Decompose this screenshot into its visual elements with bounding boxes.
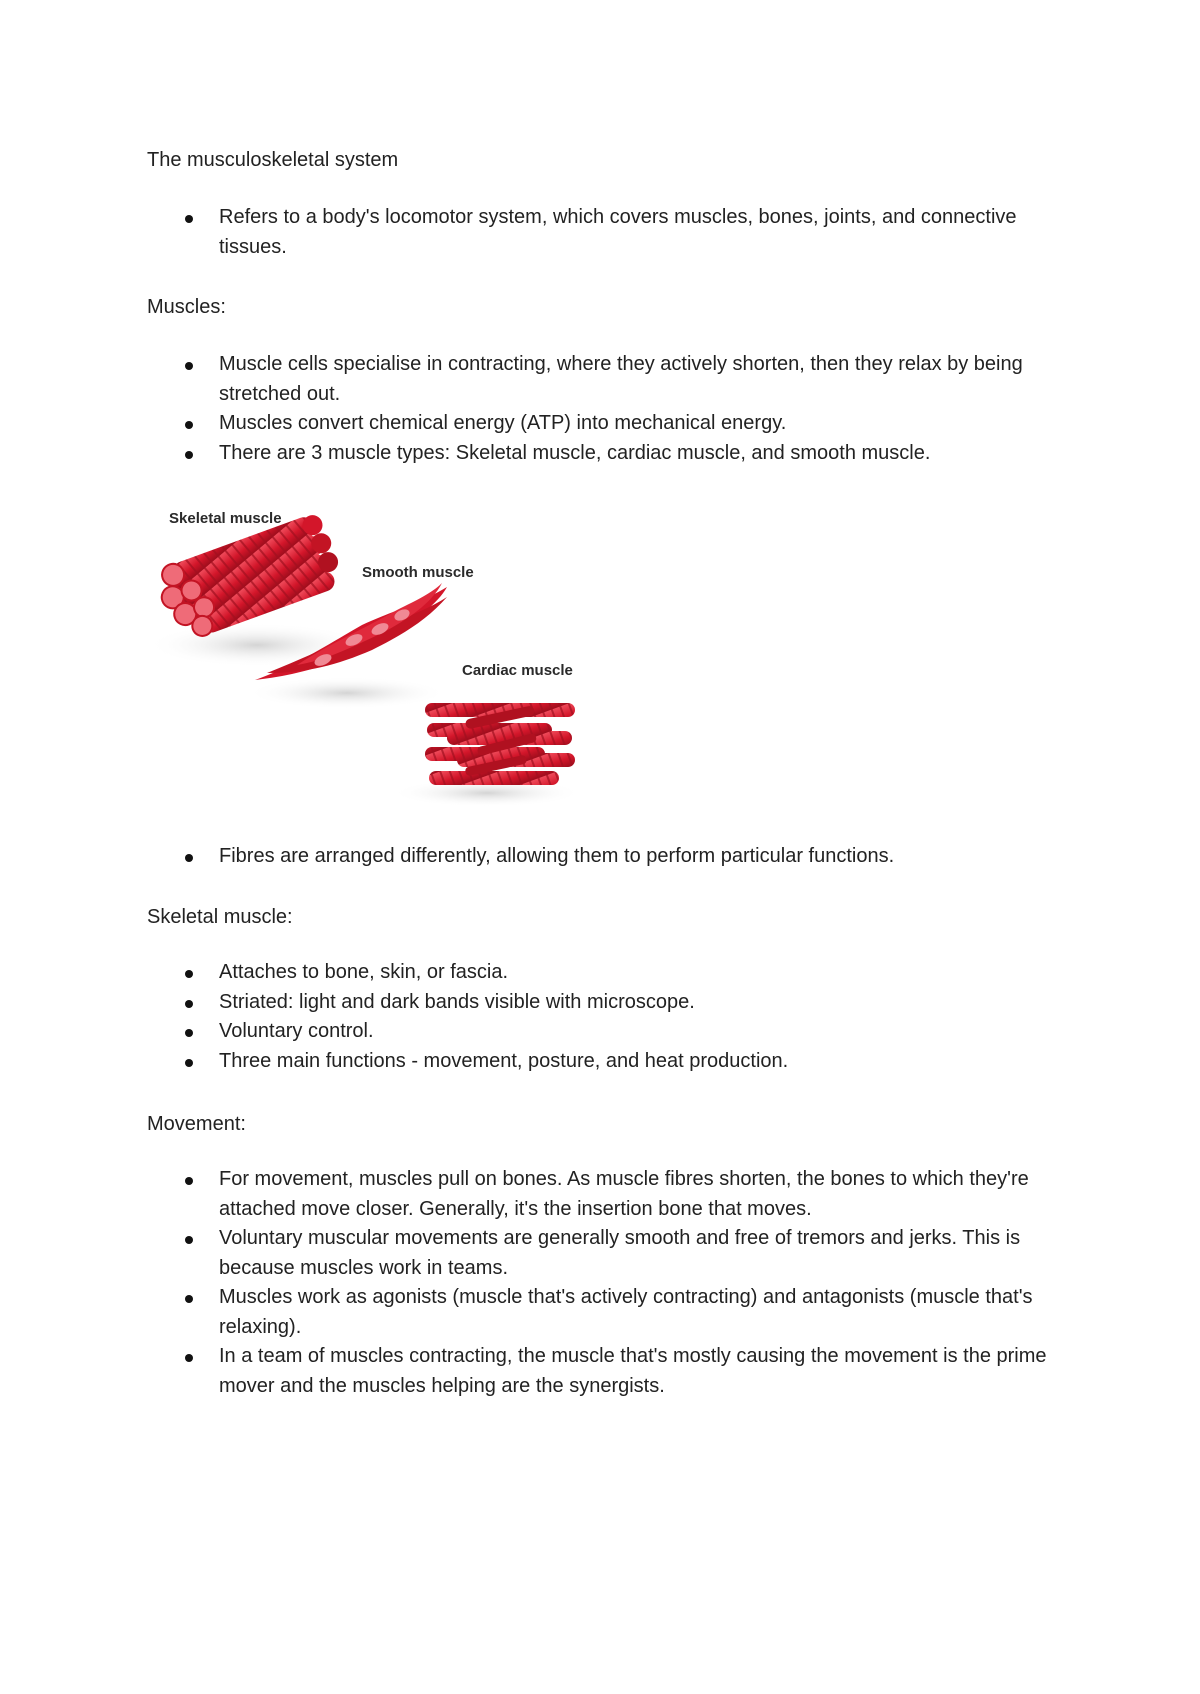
label-cardiac-muscle: Cardiac muscle: [462, 662, 573, 679]
muscle-types-illustration: [147, 495, 607, 815]
list-item: Refers to a body's locomotor system, which covers muscles, bones, joints, and connective tissues.: [147, 203, 1067, 262]
smooth-shadow: [247, 677, 447, 709]
list-item: In a team of muscles contracting, the muscle that's mostly causing the movement is the prime mover and the muscles helping are the synergists.: [147, 1342, 1067, 1401]
list-item: For movement, muscles pull on bones. As muscle fibres shorten, the bones to which they're attached move closer. Generally, it's the insertion bone that moves.: [147, 1165, 1067, 1224]
list-item: Voluntary control.: [147, 1017, 1067, 1047]
muscles-list: [147, 350, 1067, 468]
fibres-list: [147, 842, 1067, 872]
list-item: Fibres are arranged differently, allowing them to perform particular functions.: [147, 842, 1067, 872]
cardiac-muscle-fibres: [425, 703, 575, 785]
label-skeletal-muscle: Skeletal muscle: [169, 510, 282, 527]
list-item: Attaches to bone, skin, or fascia.: [147, 958, 1067, 988]
list-item: Three main functions - movement, posture, and heat production.: [147, 1047, 1067, 1077]
list-item: Striated: light and dark bands visible with microscope.: [147, 988, 1067, 1018]
list-item: Voluntary muscular movements are generally smooth and free of tremors and jerks. This is because muscles work in teams.: [147, 1224, 1067, 1283]
intro-list: [147, 203, 1067, 262]
label-smooth-muscle: Smooth muscle: [362, 564, 474, 581]
skeletal-list: [147, 958, 1067, 1076]
section-heading-movement: Movement:: [147, 1113, 246, 1135]
section-heading-skeletal: Skeletal muscle:: [147, 906, 293, 928]
section-heading-muscles: Muscles:: [147, 296, 226, 318]
list-item: Muscle cells specialise in contracting, where they actively shorten, then they relax by being stretched out.: [147, 350, 1067, 409]
list-item: There are 3 muscle types: Skeletal muscle, cardiac muscle, and smooth muscle.: [147, 439, 1067, 469]
document-title: The musculoskeletal system: [147, 149, 399, 171]
list-item: Muscles work as agonists (muscle that's actively contracting) and antagonists (muscle that's relaxing).: [147, 1283, 1067, 1342]
movement-list: [147, 1165, 1067, 1401]
list-item: Muscles convert chemical energy (ATP) into mechanical energy.: [147, 409, 1067, 439]
